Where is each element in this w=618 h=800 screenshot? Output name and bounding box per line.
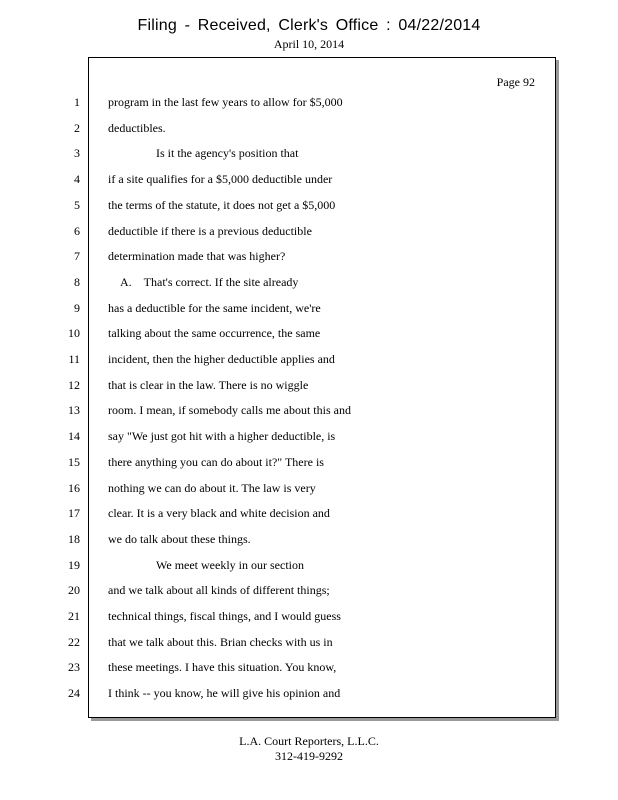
line-text: nothing we can do about it. The law is very	[108, 481, 316, 495]
line-number: 21	[68, 609, 80, 623]
line-number: 1	[74, 95, 80, 109]
line-number: 4	[74, 172, 80, 186]
line-text: say "We just got hit with a higher deductible, is	[108, 429, 336, 443]
line-number: 12	[68, 378, 80, 392]
line-text: program in the last few years to allow for $5,000	[108, 95, 343, 109]
line-text: that is clear in the law. There is no wiggle	[108, 378, 309, 392]
line-text: incident, then the higher deductible applies and	[108, 352, 335, 366]
line-text: technical things, fiscal things, and I would guess	[108, 609, 341, 623]
line-number: 15	[68, 455, 80, 469]
line-number: 6	[74, 224, 80, 238]
court-reporter-name: L.A. Court Reporters, L.L.C.	[239, 734, 379, 748]
line-number: 9	[74, 301, 80, 315]
line-text: determination made that was higher?	[108, 249, 286, 263]
line-text: room. I mean, if somebody calls me about this and	[108, 403, 351, 417]
line-text: We meet weekly in our section	[108, 558, 304, 572]
court-reporter-phone: 312-419-9292	[275, 749, 343, 763]
line-text: the terms of the statute, it does not get a $5,000	[108, 198, 336, 212]
line-text: talking about the same occurrence, the same	[108, 326, 321, 340]
filing-stamp: Filing - Received, Clerk's Office : 04/22/2014	[137, 17, 481, 34]
line-number: 18	[68, 532, 80, 546]
line-text: I think -- you know, he will give his opinion and	[108, 686, 341, 700]
line-text: deductible if there is a previous deductible	[108, 224, 312, 238]
line-text: A. That's correct. If the site already	[108, 275, 299, 289]
line-number: 17	[68, 506, 80, 520]
line-text: there anything you can do about it?" There is	[108, 455, 324, 469]
line-text: deductibles.	[108, 121, 166, 135]
line-text: if a site qualifies for a $5,000 deductible under	[108, 172, 333, 186]
line-number: 16	[68, 481, 80, 495]
line-number: 13	[68, 403, 80, 417]
line-number: 8	[74, 275, 80, 289]
line-number: 10	[68, 326, 80, 340]
line-number: 20	[68, 583, 80, 597]
line-text: that we talk about this. Brian checks with us in	[108, 635, 333, 649]
line-number: 7	[74, 249, 80, 263]
line-number: 14	[68, 429, 80, 443]
line-number: 19	[68, 558, 80, 572]
line-number: 23	[68, 660, 80, 674]
line-number: 2	[74, 121, 80, 135]
line-text: clear. It is a very black and white decision and	[108, 506, 330, 520]
line-text: these meetings. I have this situation. You know,	[108, 660, 337, 674]
page-number: Page 92	[496, 75, 535, 89]
line-text: has a deductible for the same incident, we're	[108, 301, 321, 315]
transcript-date: April 10, 2014	[273, 37, 345, 51]
line-text: Is it the agency's position that	[108, 146, 299, 160]
line-text: we do talk about these things.	[108, 532, 251, 546]
line-number: 11	[68, 352, 80, 366]
line-number: 22	[68, 635, 80, 649]
line-text: and we talk about all kinds of different things;	[108, 583, 330, 597]
line-number: 5	[74, 198, 80, 212]
line-number: 24	[68, 686, 80, 700]
line-number: 3	[74, 146, 80, 160]
